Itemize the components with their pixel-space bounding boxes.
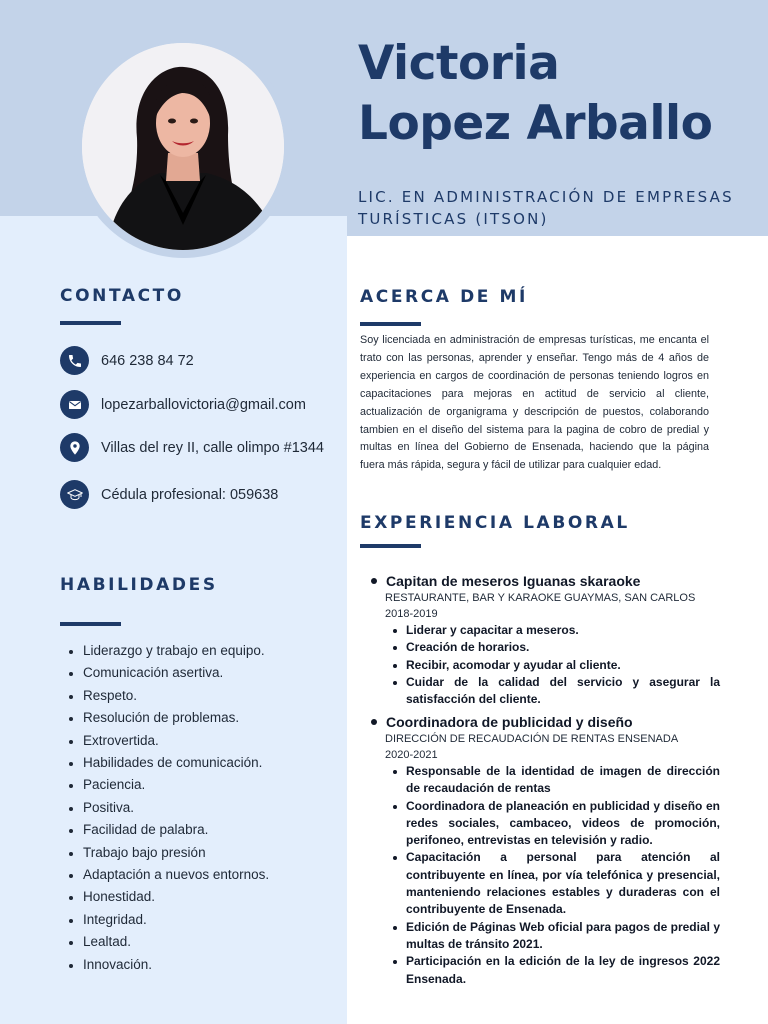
professional-license: Cédula profesional: 059638 xyxy=(101,486,279,503)
contact-phone xyxy=(60,346,194,375)
graduation-cap-icon xyxy=(60,480,89,509)
list-item: Participación en la edición de la ley de ingresos 2022 Ensenada. xyxy=(388,953,720,988)
list-item: Cuidar de la calidad del servicio y asegurar la satisfacción del cliente. xyxy=(388,674,720,709)
list-item: Positiva. xyxy=(66,797,336,819)
list-item: Honestidad. xyxy=(66,886,336,908)
contact-address xyxy=(60,433,324,462)
list-item: Responsable de la identidad de imagen de dirección de recaudación de rentas xyxy=(388,763,720,798)
list-item: Respeto. xyxy=(66,685,336,707)
experience-heading-rule xyxy=(360,544,421,548)
job-title: Coordinadora de publicidad y diseño xyxy=(368,713,720,731)
skills-list xyxy=(66,640,336,976)
skills-heading-rule xyxy=(60,622,121,626)
list-item: Trabajo bajo presión xyxy=(66,842,336,864)
phone-number[interactable]: 646 238 84 72 xyxy=(101,352,194,369)
list-item: Extrovertida. xyxy=(66,730,336,752)
email-address[interactable]: lopezarballovictoria@gmail.com xyxy=(101,396,306,413)
list-item: Capacitación a personal para atención al contribuyente en línea, por vía telefónica y presencial, manteniendo relaciones estables y duraderas con el contribuyente de Ensenada. xyxy=(388,849,720,918)
last-name: Lopez Arballo xyxy=(358,96,713,151)
list-item: Creación de horarios. xyxy=(388,639,720,656)
job-company: DIRECCIÓN DE RECAUDACIÓN DE RENTAS ENSENADA xyxy=(385,733,679,745)
skills-heading: HABILIDADES xyxy=(60,575,218,595)
first-name: Victoria xyxy=(358,36,560,91)
list-item: Coordinadora de planeación en publicidad y diseño en redes sociales, cambaceo, videos de promoción, perifoneo, entrevistas en televisión y radio. xyxy=(388,798,720,850)
list-item: Lealtad. xyxy=(66,931,336,953)
list-item: Resolución de problemas. xyxy=(66,707,336,729)
about-heading: ACERCA DE MÍ xyxy=(360,287,528,307)
job-period: 2020-2021 xyxy=(385,749,438,761)
degree-title: LIC. EN ADMINISTRACIÓN DE EMPRESAS TURÍSTICAS (ITSON) xyxy=(358,188,734,228)
job-tasks xyxy=(388,763,720,988)
list-item: Adaptación a nuevos entornos. xyxy=(66,864,336,886)
job-entry-2 xyxy=(368,713,720,988)
job-company: RESTAURANTE, BAR Y KARAOKE GUAYMAS, SAN CARLOS xyxy=(385,592,696,604)
job-period: 2018-2019 xyxy=(385,608,438,620)
list-item: Integridad. xyxy=(66,909,336,931)
list-item: Liderazgo y trabajo en equipo. xyxy=(66,640,336,662)
job-title: Capitan de meseros Iguanas skaraoke xyxy=(368,572,720,590)
list-item: Innovación. xyxy=(66,954,336,976)
address: Villas del rey II, calle olimpo #1344 xyxy=(101,439,324,456)
job-tasks xyxy=(388,622,720,708)
list-item: Edición de Páginas Web oficial para pagos de predial y multas de tránsito 2021. xyxy=(388,919,720,954)
job-entry-1 xyxy=(368,572,720,708)
list-item: Recibir, acomodar y ayudar al cliente. xyxy=(388,657,720,674)
list-item: Comunicación asertiva. xyxy=(66,662,336,684)
experience-heading: EXPERIENCIA LABORAL xyxy=(360,513,630,533)
profile-photo xyxy=(82,43,284,250)
about-heading-rule xyxy=(360,322,421,326)
contact-email xyxy=(60,390,306,419)
contact-license xyxy=(60,480,278,509)
phone-icon xyxy=(60,346,89,375)
about-text: Soy licenciada en administración de empresas turísticas, me encanta el trato con las personas, aprender y enseñar. Tengo más de 4 años de experiencia en cargos de coordinación de personas teniendo logros en capacitaciones para mejoras en actitud de servicio al cliente, actualización de organigrama y descripción de puestos, colaborando tambien en el diseño del sistema para la pagina de cobro de predial y multas en línea del Gobierno de Ensenada, haciendo que la página fuera más rápida, segura y fácil de utilizar para cualquier edad. xyxy=(360,334,709,472)
list-item: Facilidad de palabra. xyxy=(66,819,336,841)
list-item: Liderar y capacitar a meseros. xyxy=(388,622,720,639)
contact-heading-rule xyxy=(60,321,121,325)
contact-heading: CONTACTO xyxy=(60,286,184,306)
list-item: Habilidades de comunicación. xyxy=(66,752,336,774)
email-icon xyxy=(60,390,89,419)
list-item: Paciencia. xyxy=(66,774,336,796)
candidate-name xyxy=(358,34,712,154)
location-pin-icon xyxy=(60,433,89,462)
